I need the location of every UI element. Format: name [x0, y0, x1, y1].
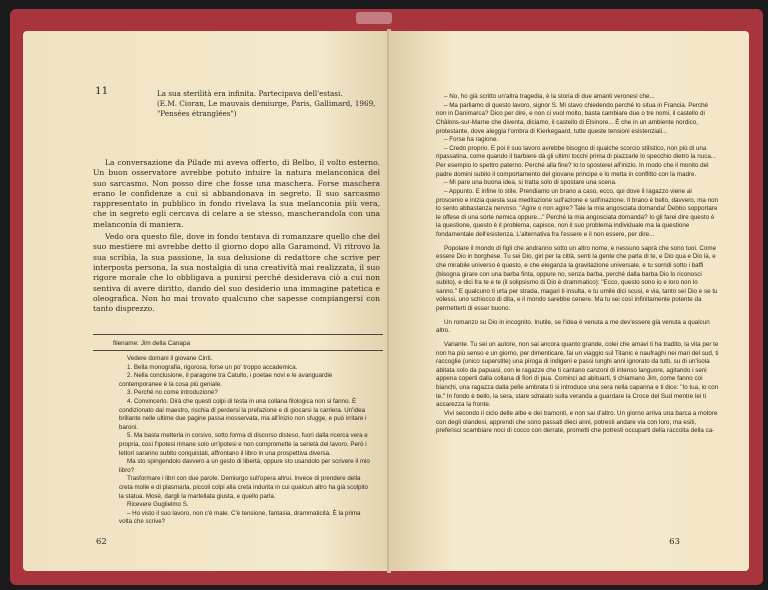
body-paragraph: Popolare il mondo di figli che andranno sotto un altro nome, e nessuno saprà che sono tuoi. Come essere Dio in borghese. Tu sei Dio, giri per la città, senti la gente che parla di te, e Dio qua e Dio là, e che mirabile universo è questo, e che eleganza la gravitazione universale, e tu sorridi sotto i baffi (bisogna girare con una barba finta, oppure no, senza barba, perché dalla barba Dio lo riconosci subito), e dici fra te e te (il solipsismo di Dio è drammatico): "Ecco, questo sono io e loro non lo sanno." E qualcuno ti urta per strada, magari ti insulta, e tu umile dici scusi, e via, tanto sei Dio e se tu volessi, uno schiocco di dita, e il mondo sarebbe cenere. Ma tu sei così infinitamente potente da permetterti di esser buono.: [436, 244, 718, 312]
file-paragraph: 4. Convincerlo. Dirà che questi colpi di testa in una collana filologica non si fanno. È condizionato dal maestro, rischia di perdersi la prefazione e di giocarsi la carriera. Un'idea brillante nelle ultime due pagine passa inosservata, ma all'inizio non sfugge, e può irritare i baroni.: [119, 397, 367, 431]
file-name-label: filename: Jim della Canapa: [113, 340, 191, 347]
file-paragraph: 3. Perché no come introduzione?: [127, 389, 218, 397]
body-paragraph: – Mi pare una buona idea, si tratta solo di spostare una scena.: [444, 179, 617, 187]
chapter-number: 11: [95, 85, 109, 97]
body-paragraph: Vivi secondo il ciclo delle albe e dei tramonti, e non sai d'altro. Un giorno arriva una barca a motore con degli olandesi, apprendi che sono passati dieci anni, potresti andare via con loro, ma esiti, preferisci scambiare noci di cocco con derrate, prometti che potresti occuparti della raccolta della ca-: [436, 409, 718, 435]
file-paragraph: 1. Bella monografia, rigorosa, forse un po' troppo accademica.: [127, 363, 298, 371]
epigraph-line: La sua sterilità era infinita. Partecipava dell'estasi.: [157, 89, 343, 98]
body-paragraph: – Ma parliamo di questo lavoro, signor S. Mi stavo chiedendo perché lo situa in Francia. Perché non in Danimarca? Dico per dire, e non ci vuol molto, basta cambiare due o tre nomi, il castello di Châlons-sur-Marne che diventa, diciamo, il castello di Elsinore... È che in un ambiente nordico, protestante, dove aleggia l'ombra di Kierkegaard, tutte queste tensioni esistenziali...: [436, 101, 709, 135]
file-paragraph: Vedere domani il giovane Cinti.: [127, 355, 213, 362]
epigraph-line: "Pensées étranglées"): [157, 108, 237, 118]
body-paragraph: – Forse ha ragione.: [444, 136, 499, 144]
body-paragraph: – No, ho già scritto un'altra tragedia, è la storia di due amanti veronesi che...: [444, 93, 655, 100]
page-number-right: 63: [669, 537, 680, 547]
file-paragraph: 5. Ma basta metterla in corsivo, sotto forma di discorso disteso, fuori dalla ricerca vera e propria, così l'ipotesi rimane solo un'ipotesi e non compromette la serietà del lavoro. Però i lettori saranno subito conquistati, affrontano il libro in una prospettiva diversa.: [119, 432, 368, 457]
file-content: [119, 355, 372, 527]
epigraph: [157, 89, 382, 118]
file-paragraph: 2. Nella conclusione, il paragone tra Catullo, i poetae novi e le avanguardie contemporanee è la cosa più geniale.: [119, 372, 333, 388]
page-number-left: 62: [96, 537, 107, 547]
book-spread: [10, 9, 763, 585]
body-paragraph: Variante. Tu sei un autore, non sai ancora quanto grande, colei che amavi ti ha tradito, la vita per te non ha più senso e un giorno, per dimenticare, fai un viaggio sul Titanic e naufraghi nei mari del sud, ti raccoglie (unico superstite) una piroga di indigeni e passi lunghi anni ignorato da tutti, su di un'isola abitata solo da papuasi, con le ragazze che ti cantano canzoni di intenso languore, agitando i seni appena coperti dalla collana di fiori di pua. Cominci ad abituarti, ti chiamano Jim, come fanno coi bianchi, una ragazza dalla pelle ambrata ti si introduce una sera nella capanna e ti dice: "Io tua, io con te." In fondo è bello, la sera, stare sdraiato sulla veranda a guardare la Croce del Sud mentre lei ti accarezza la fronte.: [436, 340, 719, 409]
chapter-body: [93, 158, 380, 316]
body-paragraph: La conversazione da Pilade mi aveva offerto, di Belbo, il volto esterno. Un buon osservatore avrebbe potuto intuire la natura melanconica del suo sarcasmo. Non posso dire che fosse una maschera. Forse maschera erano le confidenze a cui si abbandonava in segreto. Il suo sarcasmo rappresentato in pubblico in fondo rivelava la sua melanconia più vera, che in segreto egli cercava di celare a se stesso, mascherandola con una melanconia di maniera.: [93, 158, 380, 229]
right-page: [389, 31, 749, 571]
epigraph-line: (E.M. Cioran, Le mauvais demiurge, Paris, Gallimard, 1969,: [157, 98, 376, 108]
file-box-top-rule: [93, 334, 383, 335]
file-box-header-rule: [93, 350, 383, 351]
right-page-text: [436, 93, 720, 436]
body-paragraph: – Appunto. E infine lo stile. Prendiamo un brano a caso, ecco, qui dove il ragazzo viene al proscenio e inizia questa sua meditazione sull'azione e sull'inazione. Il brano è bello, davvero, ma non lo sento abbastanza nervoso. "Agire o non agire? Tale la mia angosciata domanda! Debbo sopportare le offese di una sorte nemica oppure..." Perché la mia angosciata domanda? Io gli farei dire questo è la questione, questo è il problema, capisce, non il suo problema individuale ma la questione fondamentale dell'esistenza. L'alternativa fra l'essere e il non essere, per dire...: [436, 187, 719, 238]
file-paragraph: Ma sto spingendolo davvero a un gesto di libertà, oppure sto usandolo per scrivere il mio libro?: [119, 458, 370, 474]
body-paragraph: – Credo proprio. E poi il suo lavoro avrebbe bisogno di qualche scorcio stilistico, non più di una ripassatina, come quando il barbiere dà gli ultimi tocchi prima di piazzarle lo specchio dietro la nuca... Per esempio lo spettro paterno. Perché alla fine? Io lo sposterei all'inizio. In modo che il monito del padre domini subito il comportamento del giovane principe e lo metta in conflitto con la madre.: [436, 144, 717, 178]
body-paragraph: Vedo ora questo file, dove in fondo tentava di romanzare quello che del suo mestiere mi avrebbe detto il giorno dopo alla Garamond. Vi ritrovo la sua scribìa, la sua passione, la sua delusione di redattore che scrive per interposta persona, la sua nostalgia di una creatività mai realizzata, il suo rigore morale che lo obbligava a punirsi perché desiderava ciò a cui non sentiva di avere diritto, dando del suo desiderio una immagine patetica e oleografica. Non ho mai trovato qualcuno che sapesse compiangersi con tanto disprezzo.: [93, 232, 380, 314]
file-paragraph: – Ho visto il suo lavoro, non c'è male. C'è tensione, fantasia, drammaticità. È la prima volta che scrive?: [119, 509, 361, 526]
file-paragraph: Ricevere Guglielmo S.: [127, 501, 189, 509]
file-paragraph: Trasformare i libri con due parole. Demiurgo sull'opera altrui. Invece di prendere della creta molle e di plasmarla, piccoli colpi alla creta indurita in cui qualcun altro ha già scolpito la statua. Mosè, dargli la martellata giusta, e quello parla.: [119, 475, 369, 500]
body-paragraph: Un romanzo su Dio in incognito. Inutile, se l'idea è venuta a me dev'essere già venuta a qualcun altro.: [436, 318, 710, 335]
left-page: [23, 31, 389, 571]
